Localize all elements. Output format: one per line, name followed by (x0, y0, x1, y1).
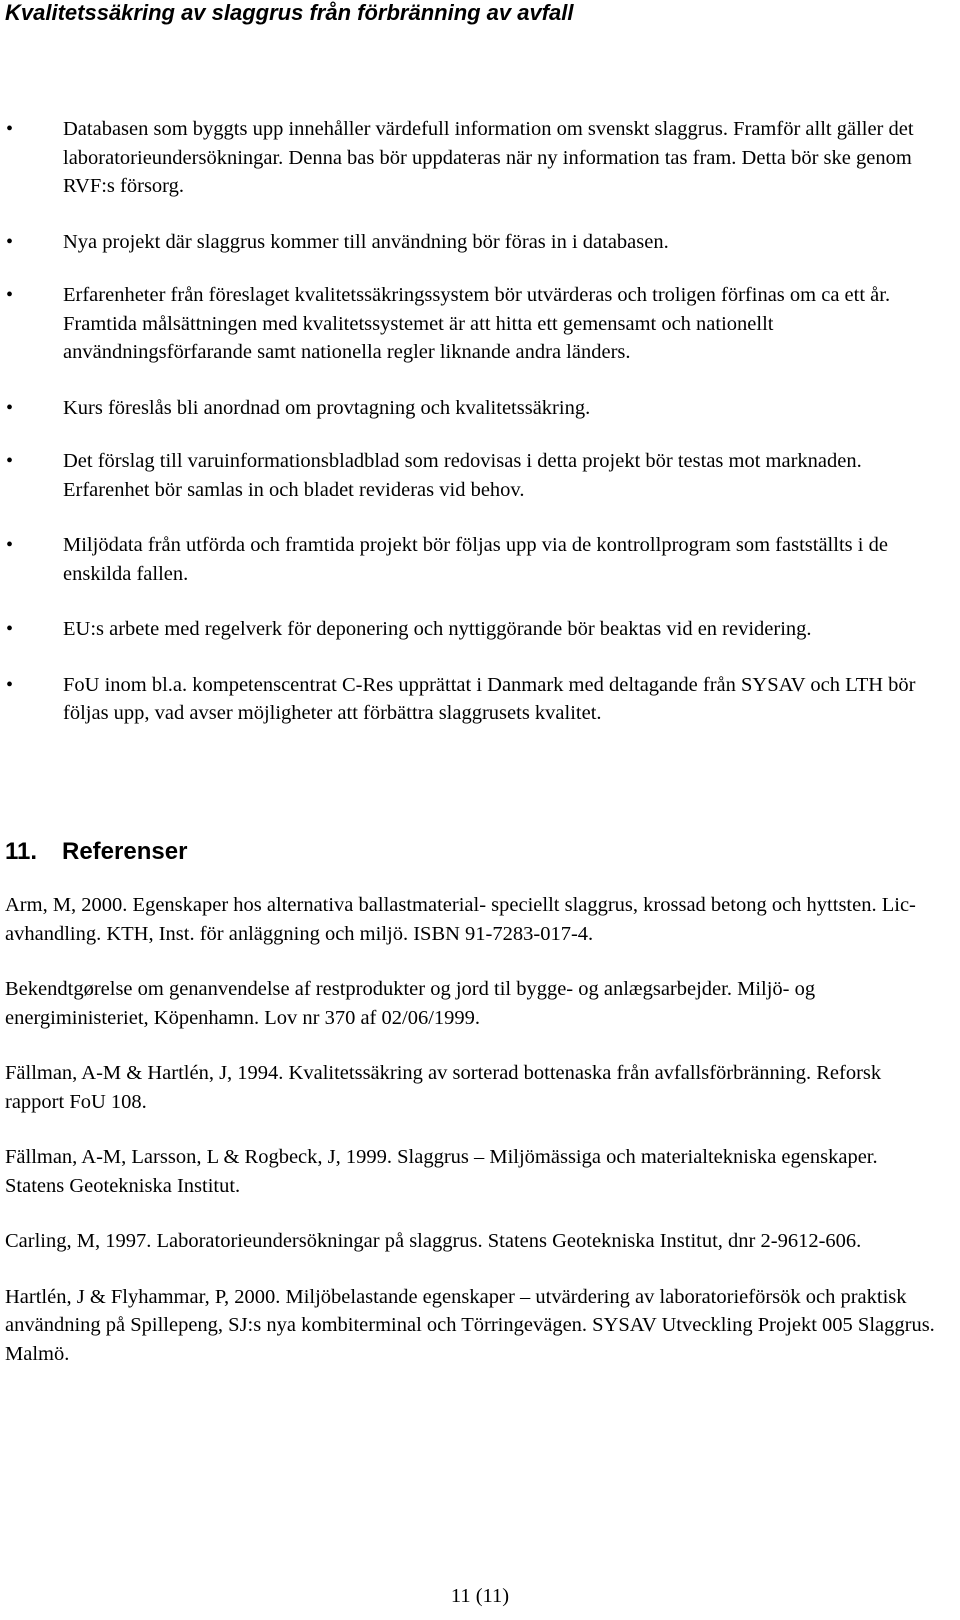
reference-entry: Fällman, A-M & Hartlén, J, 1994. Kvalitetssäkring av sorterad bottenaska från avfallsförbränning. Reforsk rapport FoU 108. (5, 1062, 882, 1113)
bullet-item (0, 281, 943, 367)
bullet-text: Miljödata från utförda och framtida projekt bör följas upp via de kontrollprogram som fastställts i de enskilda fallen. (63, 534, 888, 585)
section-number: 11. (5, 838, 38, 865)
bullet-marker: • (6, 450, 14, 472)
bullet-text: Erfarenheter från föreslaget kvalitetssäkringssystem bör utvärderas och troligen förfinas om ca ett år. Framtida målsättningen med kvalitetssystemet är att hitta ett gemensamt och nationellt användningsförfarande samt nationella regler liknande andra länders. (63, 284, 891, 363)
bullet-item (0, 531, 943, 588)
document-header-title: Kvalitetssäkring av slaggrus från förbränning av avfall (5, 0, 574, 25)
bullet-item (0, 115, 943, 201)
bullet-text: Kurs föreslås bli anordnad om provtagning och kvalitetssäkring. (63, 396, 591, 419)
bullet-item (0, 447, 943, 504)
reference-entry: Bekendtgørelse om genanvendelse af restprodukter og jord til bygge- og anlægsarbejder. Miljö- og energiministeriet, Köpenhamn. Lov nr 370 af 02/06/1999. (5, 978, 816, 1029)
bullet-marker: • (6, 230, 14, 253)
reference-entry: Carling, M, 1997. Laboratorieundersökningar på slaggrus. Statens Geotekniska Institut, dnr 2-9612-606. (5, 1230, 862, 1252)
reference-entry: Arm, M, 2000. Egenskaper hos alternativa ballastmaterial- speciellt slaggrus, krossad betong och hyttsten. Lic-avhandling. KTH, Inst. för anläggning och miljö. ISBN 91-7283-017-4. (5, 894, 916, 945)
bullet-text: EU:s arbete med regelverk för deponering och nyttiggörande bör beaktas vid en revidering. (63, 618, 812, 640)
bullet-marker: • (6, 284, 14, 306)
bullet-text: Nya projekt där slaggrus kommer till användning bör föras in i databasen. (63, 230, 669, 253)
bullet-marker: • (6, 396, 14, 419)
reference-entry: Fällman, A-M, Larsson, L & Rogbeck, J, 1999. Slaggrus – Miljömässiga och materialtekniska egenskaper. Statens Geotekniska Institut. (5, 1146, 878, 1197)
bullet-item (0, 228, 943, 257)
bullet-item (0, 671, 943, 728)
recommendation-bullet-list (0, 115, 960, 755)
bullet-marker: • (6, 673, 14, 696)
reference-list (5, 891, 935, 1395)
bullet-marker: • (6, 118, 14, 140)
section-heading (5, 837, 187, 867)
bullet-item (0, 615, 943, 644)
section-title: Referenser (62, 838, 188, 865)
bullet-text: Det förslag till varuinformationsbladblad som redovisas i detta projekt bör testas mot marknaden. Erfarenhet bör samlas in och bladet revideras vid behov. (63, 450, 862, 501)
reference-entry: Hartlén, J & Flyhammar, P, 2000. Miljöbelastande egenskaper – utvärdering av laboratorieförsök och praktisk användning på Spillepeng, SJ:s nya kombiterminal och Törringevägen. SYSAV Utveckling Projekt 005 Slaggrus. Malmö. (5, 1285, 935, 1365)
bullet-marker: • (6, 534, 14, 556)
page-number: 11 (11) (450, 1585, 510, 1607)
bullet-item (0, 394, 943, 423)
bullet-text: FoU inom bl.a. kompetenscentrat C-Res upprättat i Danmark med deltagande från SYSAV och LTH bör följas upp, vad avser möjligheter att förbättra slaggrusets kvalitet. (63, 673, 916, 724)
bullet-text: Databasen som byggts upp innehåller värdefull information om svenskt slaggrus. Framför allt gäller det laboratorieundersökningar. Denna bas bör uppdateras när ny information tas fram. Detta bör ske genom RVF:s försorg. (63, 118, 914, 197)
bullet-marker: • (6, 618, 14, 640)
